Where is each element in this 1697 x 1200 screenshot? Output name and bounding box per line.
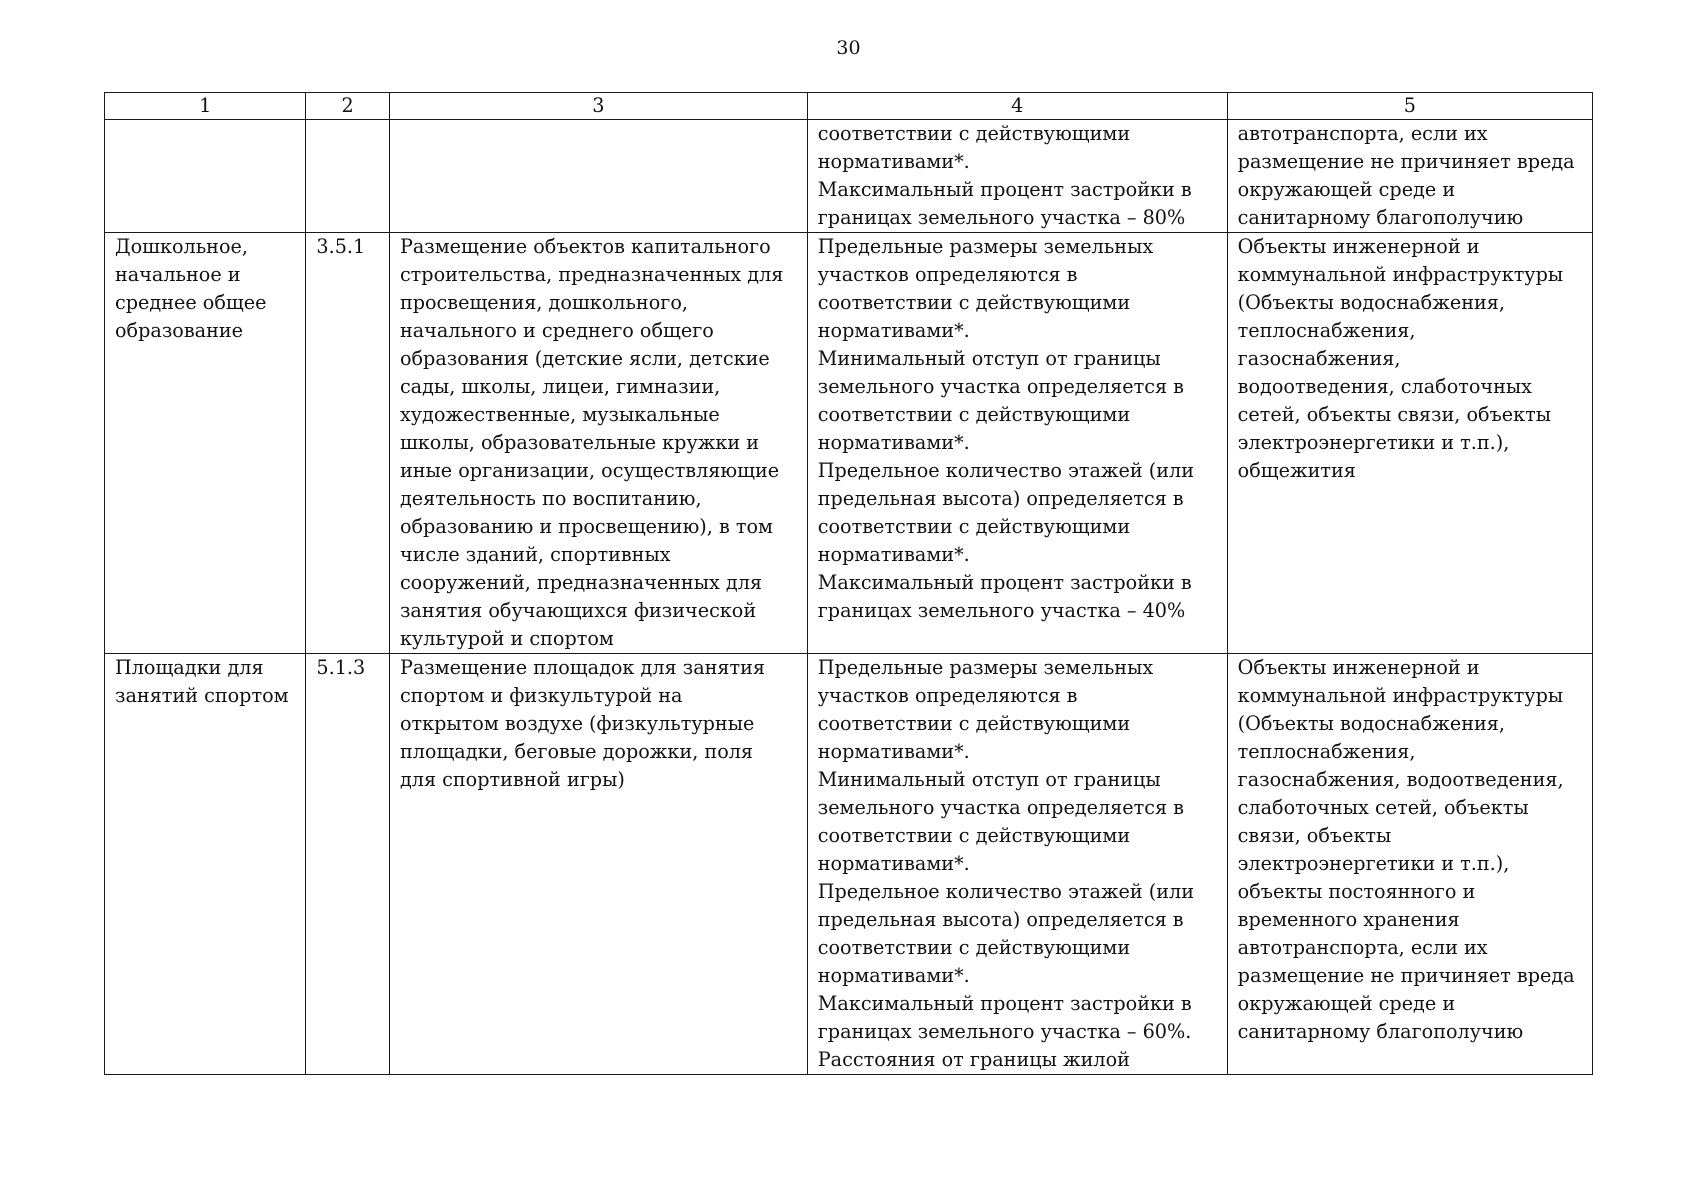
text-line: Максимальный процент застройки в xyxy=(817,571,1192,594)
text-line: границах земельного участка – 40% xyxy=(817,599,1186,622)
text-line: Площадки для xyxy=(115,656,264,679)
text-line: Минимальный отступ от границы xyxy=(817,347,1161,370)
text-line: нормативами*. xyxy=(817,543,970,566)
text-line: теплоснабжения, xyxy=(1237,319,1416,342)
text-line: размещение не причиняет вреда xyxy=(1237,150,1575,173)
text-line: сады, школы, лицеи, гимназии, xyxy=(399,375,721,398)
table-row-preschool-education xyxy=(105,233,1593,654)
text-line: земельного участка определяется в xyxy=(817,375,1184,398)
cell-parameters xyxy=(807,654,1227,1075)
text-line: соответствии с действующими xyxy=(817,712,1131,735)
text-line: нормативами*. xyxy=(817,964,970,987)
text-line: временного хранения xyxy=(1237,908,1460,931)
text-line: нормативами*. xyxy=(817,431,970,454)
text-line: участков определяются в xyxy=(817,263,1078,286)
column-header-3: 3 xyxy=(389,93,807,120)
text-line: образования (детские ясли, детские xyxy=(399,347,770,370)
text-line: школы, образовательные кружки и xyxy=(399,431,760,454)
text-line: просвещения, дошкольного, xyxy=(399,291,688,314)
text-line: Предельные размеры земельных xyxy=(817,656,1154,679)
text-line: объекты постоянного и xyxy=(1237,880,1476,903)
page-number: 30 xyxy=(836,37,861,59)
text-line: площадки, беговые дорожки, поля xyxy=(399,740,754,763)
table-header-row xyxy=(105,93,1593,120)
text-line: нормативами*. xyxy=(817,150,970,173)
text-line: спортом и физкультурой на xyxy=(399,684,683,707)
text-line: предельная высота) определяется в xyxy=(817,487,1184,510)
text-line: начального и среднего общего xyxy=(399,319,714,342)
text-line: теплоснабжения, xyxy=(1237,740,1416,763)
text-line: соответствии с действующими xyxy=(817,291,1131,314)
text-line: (Объекты водоснабжения, xyxy=(1237,291,1506,314)
text-line: слаботочных сетей, объекты xyxy=(1237,796,1529,819)
cell-name xyxy=(105,233,306,654)
text-line: размещение не причиняет вреда xyxy=(1237,964,1575,987)
cell-auxiliary xyxy=(1227,654,1592,1075)
land-use-table xyxy=(104,92,1593,1075)
text-line: культурой и спортом xyxy=(399,627,614,650)
text-line: сооружений, предназначенных для xyxy=(399,571,763,594)
column-header-2: 2 xyxy=(306,93,390,120)
cell-code xyxy=(306,120,390,233)
text-line: общежития xyxy=(1237,459,1356,482)
text-line: окружающей среде и xyxy=(1237,992,1456,1015)
text-line: среднее общее xyxy=(115,291,267,314)
text-line: соответствии с действующими xyxy=(817,515,1131,538)
text-line: Размещение объектов капитального xyxy=(399,235,771,258)
table-row-sports-grounds xyxy=(105,654,1593,1075)
cell-name xyxy=(105,120,306,233)
text-line: соответствии с действующими xyxy=(817,403,1131,426)
text-line: электроэнергетики и т.п.), xyxy=(1237,852,1510,875)
text-line: санитарному благополучию xyxy=(1237,206,1524,229)
text-line: Дошкольное, xyxy=(115,235,248,258)
text-line: начальное и xyxy=(115,263,241,286)
cell-auxiliary xyxy=(1227,120,1592,233)
text-line: коммунальной инфраструктуры xyxy=(1237,684,1564,707)
text-line: деятельность по воспитанию, xyxy=(399,487,702,510)
text-line: газоснабжения, водоотведения, xyxy=(1237,768,1564,791)
text-line: коммунальной инфраструктуры xyxy=(1237,263,1564,286)
text-line: предельная высота) определяется в xyxy=(817,908,1184,931)
text-line: Размещение площадок для занятия xyxy=(399,656,766,679)
text-line: сетей, объекты связи, объекты xyxy=(1237,403,1552,426)
cell-auxiliary xyxy=(1227,233,1592,654)
table-row-continuation xyxy=(105,120,1593,233)
text-line: Максимальный процент застройки в xyxy=(817,178,1192,201)
text-line: иные организации, осуществляющие xyxy=(399,459,780,482)
text-line: занятия обучающихся физической xyxy=(399,599,757,622)
text-line: Предельные размеры земельных xyxy=(817,235,1154,258)
text-line: нормативами*. xyxy=(817,319,970,342)
text-line: Объекты инженерной и xyxy=(1237,235,1480,258)
text-line: числе зданий, спортивных xyxy=(399,543,671,566)
text-line: строительства, предназначенных для xyxy=(399,263,784,286)
text-line: Предельное количество этажей (или xyxy=(817,880,1195,903)
text-line: границах земельного участка – 80% xyxy=(817,206,1186,229)
text-line: санитарному благополучию xyxy=(1237,1020,1524,1043)
text-line: Объекты инженерной и xyxy=(1237,656,1480,679)
text-line: (Объекты водоснабжения, xyxy=(1237,712,1506,735)
text-line: границах земельного участка – 60%. xyxy=(817,1020,1192,1043)
text-line: водоотведения, слаботочных xyxy=(1237,375,1532,398)
column-header-4: 4 xyxy=(807,93,1227,120)
text-line: земельного участка определяется в xyxy=(817,796,1184,819)
text-line: газоснабжения, xyxy=(1237,347,1401,370)
cell-code: 3.5.1 xyxy=(306,233,390,654)
text-line: связи, объекты xyxy=(1237,824,1392,847)
text-line: соответствии с действующими xyxy=(817,936,1131,959)
text-line: образование xyxy=(115,319,244,342)
cell-description xyxy=(389,120,807,233)
text-line: Расстояния от границы жилой xyxy=(817,1048,1130,1071)
cell-parameters xyxy=(807,233,1227,654)
text-line: занятий спортом xyxy=(115,684,289,707)
text-line: открытом воздухе (физкультурные xyxy=(399,712,755,735)
text-line: нормативами*. xyxy=(817,740,970,763)
text-line: нормативами*. xyxy=(817,852,970,875)
text-line: для спортивной игры) xyxy=(399,768,625,791)
cell-code: 5.1.3 xyxy=(306,654,390,1075)
text-line: автотранспорта, если их xyxy=(1237,122,1488,145)
text-line: художественные, музыкальные xyxy=(399,403,720,426)
cell-description xyxy=(389,654,807,1075)
column-header-5: 5 xyxy=(1227,93,1592,120)
text-line: электроэнергетики и т.п.), xyxy=(1237,431,1510,454)
cell-description xyxy=(389,233,807,654)
text-line: образованию и просвещению), в том xyxy=(399,515,773,538)
text-line: участков определяются в xyxy=(817,684,1078,707)
text-line: автотранспорта, если их xyxy=(1237,936,1488,959)
text-line: соответствии с действующими xyxy=(817,824,1131,847)
text-line: Максимальный процент застройки в xyxy=(817,992,1192,1015)
column-header-1: 1 xyxy=(105,93,306,120)
text-line: Предельное количество этажей (или xyxy=(817,459,1195,482)
cell-parameters xyxy=(807,120,1227,233)
text-line: соответствии с действующими xyxy=(817,122,1131,145)
text-line: окружающей среде и xyxy=(1237,178,1456,201)
cell-name xyxy=(105,654,306,1075)
text-line: Минимальный отступ от границы xyxy=(817,768,1161,791)
